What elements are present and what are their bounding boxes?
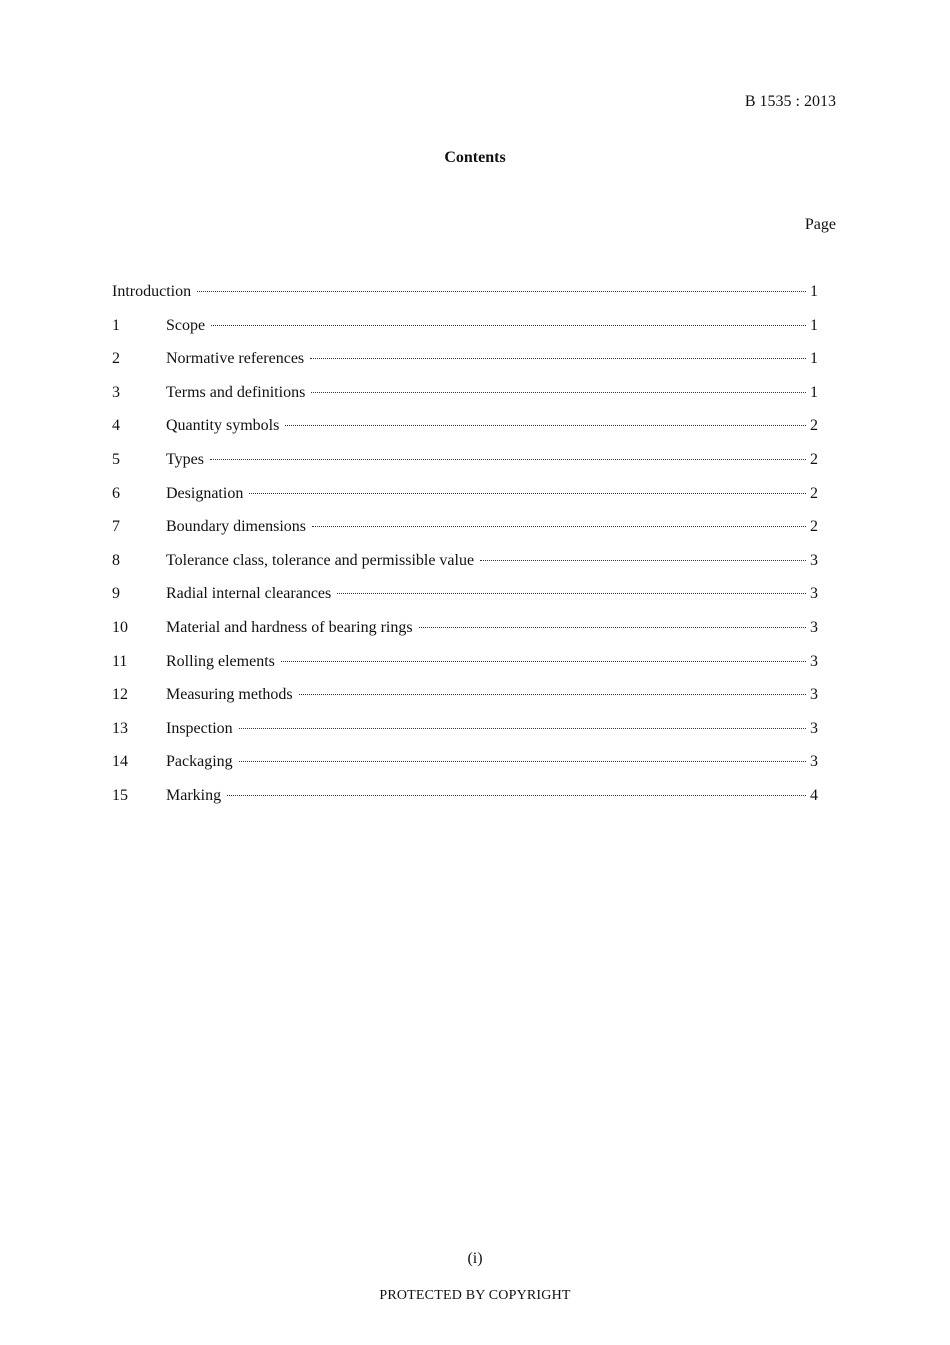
- toc-entry-page: 3: [810, 719, 818, 737]
- toc-entry-page: 3: [810, 618, 818, 636]
- toc-entry-number: 11: [112, 652, 128, 670]
- toc-entry-label: Inspection: [166, 719, 233, 737]
- toc-entry[interactable]: [112, 786, 818, 820]
- toc-leader-dots: [211, 325, 806, 326]
- toc-entry-label: Types: [166, 450, 204, 468]
- toc-entry-page: 1: [810, 383, 818, 401]
- toc-entry-label: Terms and definitions: [166, 383, 306, 401]
- toc-entry-page: 2: [810, 450, 818, 468]
- toc-entry-page: 1: [810, 350, 818, 368]
- toc-entry-label: Material and hardness of bearing rings: [166, 618, 413, 636]
- table-of-contents: [112, 282, 818, 820]
- toc-entry-page: 3: [810, 753, 818, 771]
- toc-entry-label: Radial internal clearances: [166, 585, 332, 603]
- toc-entry-page: 2: [810, 518, 818, 536]
- toc-leader-dots: [210, 459, 806, 460]
- toc-entry-number: 10: [112, 618, 128, 636]
- toc-entry-page: 3: [810, 652, 818, 670]
- toc-entry-page: 2: [810, 417, 818, 435]
- toc-entry[interactable]: [112, 383, 818, 417]
- toc-entry[interactable]: [112, 416, 818, 450]
- document-number: B 1535 : 2013: [744, 93, 836, 110]
- toc-leader-dots: [239, 761, 806, 762]
- toc-leader-dots: [312, 526, 806, 527]
- toc-entry-page: 3: [810, 585, 818, 603]
- toc-entry[interactable]: [112, 652, 818, 686]
- toc-entry-label: Boundary dimensions: [166, 518, 306, 536]
- toc-leader-dots: [239, 728, 806, 729]
- toc-entry-number: 5: [112, 450, 120, 468]
- toc-entry[interactable]: [112, 584, 818, 618]
- toc-entry-label: Quantity symbols: [166, 417, 280, 435]
- toc-entry-number: 14: [112, 753, 128, 771]
- toc-entry[interactable]: [112, 484, 818, 518]
- toc-entry-number: 2: [112, 350, 120, 368]
- toc-entry[interactable]: [112, 618, 818, 652]
- toc-entry-label: Normative references: [166, 350, 305, 368]
- toc-entry-label: Marking: [166, 786, 222, 804]
- toc-entry-number: 3: [112, 383, 120, 401]
- toc-entry-number: 15: [112, 786, 128, 804]
- toc-entry-introduction[interactable]: [112, 282, 818, 316]
- toc-leader-dots: [419, 627, 806, 628]
- toc-leader-dots: [337, 593, 806, 594]
- toc-entry-page: 2: [810, 484, 818, 502]
- toc-entry-number: 13: [112, 719, 128, 737]
- toc-leader-dots: [249, 493, 806, 494]
- toc-entry-number: 12: [112, 686, 128, 704]
- copyright-notice: PROTECTED BY COPYRIGHT: [379, 1288, 571, 1303]
- toc-entry-label: Scope: [166, 316, 206, 334]
- page-number: (i): [467, 1250, 483, 1267]
- toc-entry-page: 3: [810, 686, 818, 704]
- toc-leader-dots: [311, 392, 806, 393]
- toc-leader-dots: [480, 560, 806, 561]
- toc-entry-label: Rolling elements: [166, 652, 275, 670]
- toc-entry-number: 9: [112, 585, 120, 603]
- toc-entry-page: 4: [810, 786, 818, 804]
- toc-entry[interactable]: [112, 685, 818, 719]
- page-title: Contents: [444, 149, 506, 166]
- toc-entry-label: Measuring methods: [166, 686, 293, 704]
- toc-leader-dots: [281, 661, 806, 662]
- toc-entry-number: 4: [112, 417, 120, 435]
- toc-entry-page: 3: [810, 551, 818, 569]
- toc-entry-page: 1: [810, 316, 818, 334]
- toc-leader-dots: [299, 694, 806, 695]
- toc-entry-number: 6: [112, 484, 120, 502]
- toc-entry[interactable]: [112, 316, 818, 350]
- toc-entry-label: Introduction: [112, 283, 192, 300]
- toc-entry[interactable]: [112, 752, 818, 786]
- toc-entry-number: 1: [112, 316, 120, 334]
- toc-entry[interactable]: [112, 517, 818, 551]
- toc-entry-number: 8: [112, 551, 120, 569]
- toc-entry[interactable]: [112, 450, 818, 484]
- toc-entry-page: 1: [810, 283, 818, 300]
- toc-entry[interactable]: [112, 551, 818, 585]
- toc-entry[interactable]: [112, 719, 818, 753]
- toc-leader-dots: [227, 795, 806, 796]
- toc-entry[interactable]: [112, 349, 818, 383]
- toc-entry-label: Tolerance class, tolerance and permissible value: [166, 551, 475, 569]
- toc-leader-dots: [197, 291, 806, 292]
- page-column-label: Page: [804, 216, 836, 233]
- toc-entry-label: Packaging: [166, 753, 233, 771]
- toc-entry-label: Designation: [166, 484, 244, 502]
- toc-leader-dots: [285, 425, 806, 426]
- toc-entry-number: 7: [112, 518, 120, 536]
- toc-leader-dots: [310, 358, 806, 359]
